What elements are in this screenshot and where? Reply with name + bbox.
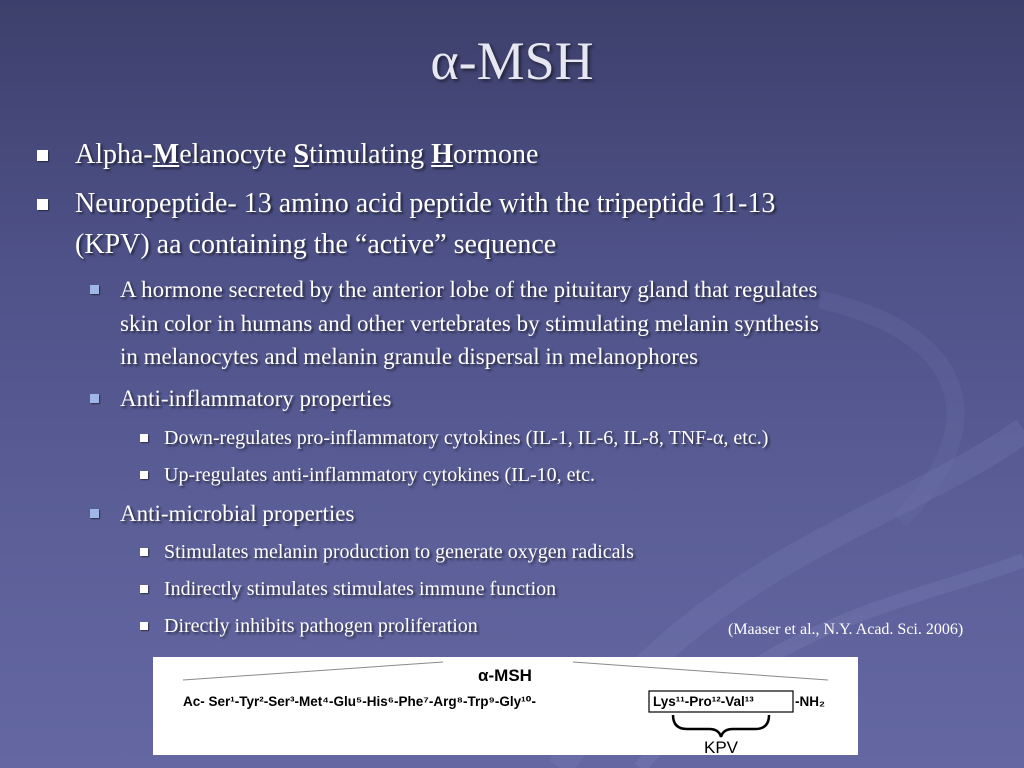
bullet-text: timulating — [309, 139, 432, 170]
bullet-marker — [140, 585, 148, 593]
sub-sub-bullet-pathogen-proliferation: Directly inhibits pathogen proliferation — [164, 615, 478, 637]
bullet-marker — [90, 509, 99, 518]
bullet-marker — [140, 622, 148, 630]
bullet-text: Alpha- — [75, 139, 153, 170]
sub-bullet-anti-microbial: Anti-microbial properties — [120, 501, 355, 526]
sub-bullet-hormone-line3: in melanocytes and melanin granule dispersal in melanophores — [120, 344, 699, 369]
kpv-brace — [673, 715, 769, 737]
emphasis-letter: M — [152, 139, 180, 170]
bullet-marker — [37, 150, 48, 161]
bracket-right-line — [573, 662, 828, 680]
diagram-title: α-MSH — [478, 666, 532, 685]
sub-bullet-hormone-line2: skin color in humans and other vertebrates by stimulating melanin synthesis — [120, 311, 819, 336]
active-sequence: Lys¹¹-Pro¹²-Val¹³ — [653, 694, 754, 709]
sub-sub-bullet-up-regulates: Up-regulates anti-inflammatory cytokines (IL-10, etc. — [164, 464, 595, 486]
bullet-text: ormone — [452, 139, 539, 170]
emphasis-letter: H — [431, 139, 453, 170]
sub-bullet-hormone-line1: A hormone secreted by the anterior lobe of the pituitary gland that regulates — [120, 277, 818, 302]
bullet-neuropeptide-line1: Neuropeptide- 13 amino acid peptide with the tripeptide 11-13 — [75, 188, 776, 219]
bullet-marker — [37, 199, 48, 210]
bullet-marker — [90, 394, 99, 403]
bullet-marker — [140, 434, 148, 442]
slide-title: α-MSH — [430, 31, 594, 91]
msh-sequence-diagram — [153, 657, 858, 755]
sub-sub-bullet-immune-function: Indirectly stimulates stimulates immune function — [164, 578, 557, 600]
sub-sub-bullet-down-regulates: Down-regulates pro-inflammatory cytokines (IL-1, IL-6, IL-8, TNF-α, etc.) — [164, 427, 769, 449]
bullet-neuropeptide-line2: (KPV) aa containing the “active” sequence — [75, 229, 557, 260]
sequence-prefix: Ac- Ser¹-Tyr²-Ser³-Met⁴-Glu⁵-His⁶-Phe⁷-Arg⁸-Trp⁹-Gly¹⁰- — [183, 694, 537, 709]
citation: (Maaser et al., N.Y. Acad. Sci. 2006) — [728, 621, 964, 638]
sub-sub-bullet-melanin-production: Stimulates melanin production to generate oxygen radicals — [164, 541, 634, 563]
bullet-marker — [90, 285, 99, 294]
bullet-text: elanocyte — [179, 139, 294, 170]
bullet-marker — [140, 548, 148, 556]
sequence-suffix: -NH₂ — [795, 694, 825, 709]
emphasis-letter: S — [293, 139, 310, 170]
bracket-left-line — [183, 662, 443, 680]
bullet-marker — [140, 471, 148, 479]
sequence-figure — [153, 657, 858, 755]
kpv-label: KPV — [703, 738, 739, 755]
bullet-alpha-msh-expansion — [75, 134, 538, 176]
sub-bullet-anti-inflammatory: Anti-inflammatory properties — [120, 386, 392, 411]
